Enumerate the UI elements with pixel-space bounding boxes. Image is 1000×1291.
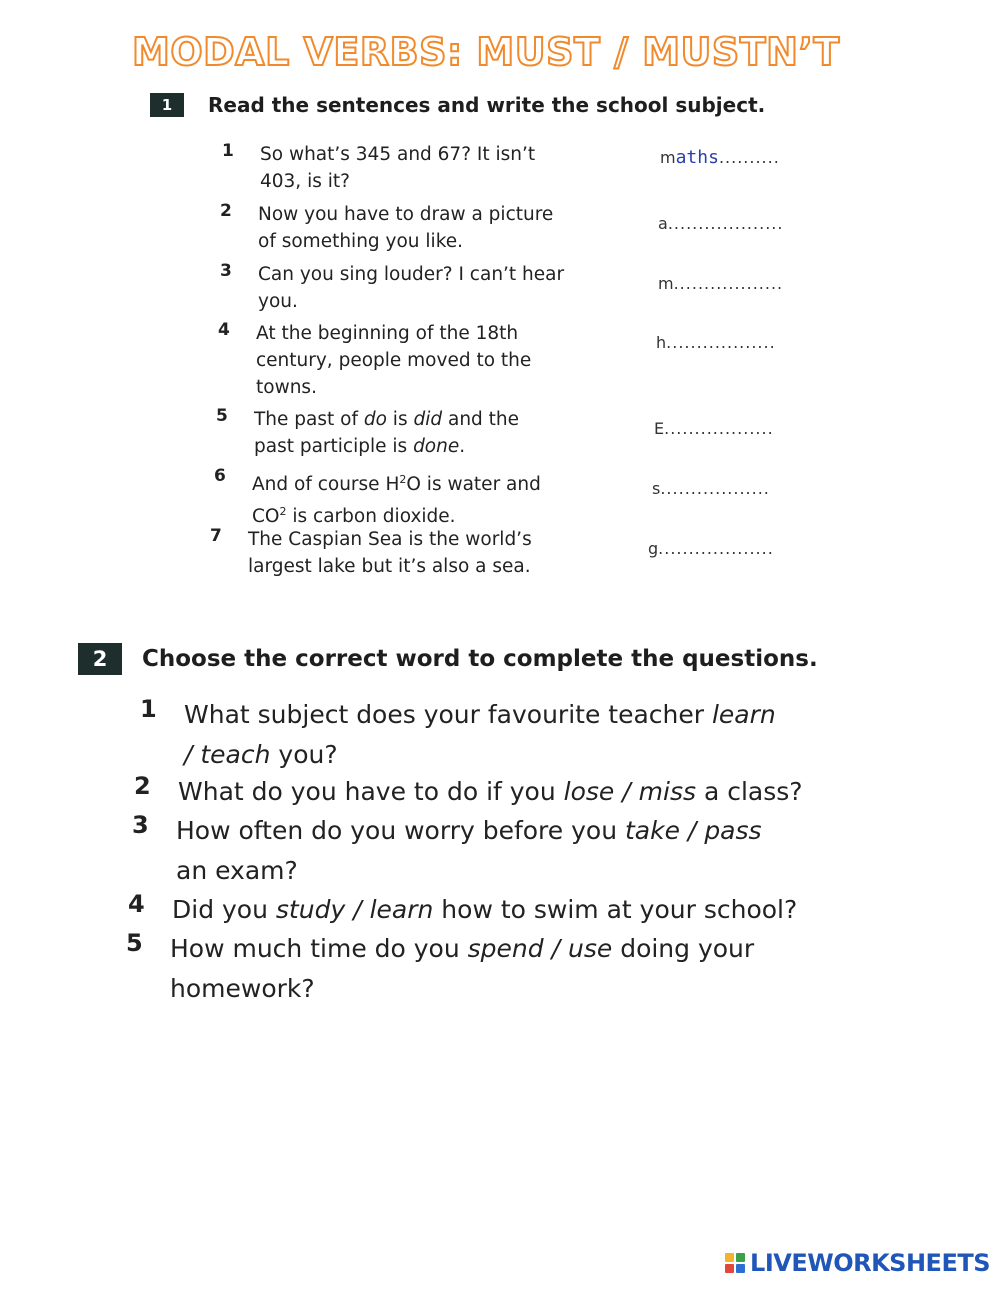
- option-2[interactable]: pass: [704, 816, 762, 845]
- liveworksheets-logo: [725, 1249, 990, 1277]
- answer-field-7[interactable]: g...................: [648, 539, 774, 558]
- item-sentence: The past of do is did and the past participle is done.: [254, 409, 520, 457]
- option-1[interactable]: lose: [563, 777, 615, 806]
- logo-squares-icon: [725, 1253, 745, 1273]
- answer-text: aths: [675, 147, 719, 168]
- item-number: 5: [216, 406, 228, 426]
- answer-field-5[interactable]: E..................: [654, 419, 774, 438]
- answer-field-6[interactable]: s..................: [652, 479, 770, 498]
- question-text: What subject does your favourite teacher learn / teach you?: [184, 700, 776, 769]
- answer-field-3[interactable]: m..................: [658, 274, 784, 293]
- question-text: How often do you worry before you take / pass an exam?: [176, 816, 762, 885]
- item-sentence: The Caspian Sea is the world’s largest lake but it’s also a sea.: [248, 529, 532, 577]
- question-text: What do you have to do if you lose / miss a class?: [178, 777, 803, 806]
- section1-number-badge: 1: [150, 93, 184, 117]
- logo-text: LIVEWORKSHEETS: [750, 1249, 990, 1277]
- option-2[interactable]: teach: [200, 740, 271, 769]
- item-sentence: At the beginning of the 18th century, people moved to the towns.: [256, 323, 532, 398]
- item-number: 5: [126, 929, 143, 957]
- option-2[interactable]: miss: [638, 777, 696, 806]
- question-text: Did you study / learn how to swim at your school?: [172, 895, 798, 924]
- option-2[interactable]: use: [567, 934, 613, 963]
- item-number: 4: [218, 320, 230, 340]
- item-sentence: And of course $H^2O$ is water and $CO^2$ is carbon dioxide.: [252, 473, 541, 528]
- item-number: 6: [214, 466, 226, 486]
- option-1[interactable]: take: [625, 816, 680, 845]
- answer-field-1[interactable]: maths..........: [660, 147, 780, 168]
- section2-instruction: Choose the correct word to complete the questions.: [142, 646, 818, 672]
- answer-field-4[interactable]: h..................: [656, 333, 776, 352]
- item-sentence: So what’s 345 and 67? It isn’t 403, is it?: [260, 144, 536, 192]
- section1-instruction: Read the sentences and write the school subject.: [208, 93, 766, 117]
- answer-field-2[interactable]: a...................: [658, 214, 784, 233]
- item-number: 2: [220, 201, 232, 221]
- item-sentence: Can you sing louder? I can’t hear you.: [258, 264, 565, 312]
- item-number: 7: [210, 526, 222, 546]
- item-number: 3: [132, 811, 149, 839]
- item-number: 4: [128, 890, 145, 918]
- section2-header: [78, 643, 818, 675]
- question-text: How much time do you spend / use doing your homework?: [170, 934, 755, 1003]
- item-number: 1: [222, 141, 234, 161]
- worksheet-title: MODAL VERBS: MUST / MUSTN’T: [132, 30, 840, 74]
- item-number: 1: [140, 695, 157, 723]
- option-1[interactable]: spend: [467, 934, 544, 963]
- option-2[interactable]: learn: [369, 895, 434, 924]
- option-1[interactable]: study: [275, 895, 346, 924]
- item-number: 3: [220, 261, 232, 281]
- section2-number-badge: 2: [78, 643, 122, 675]
- option-1[interactable]: learn: [711, 700, 776, 729]
- item-sentence: Now you have to draw a picture of something you like.: [258, 204, 554, 252]
- section1-header: [150, 93, 765, 117]
- item-number: 2: [134, 772, 151, 800]
